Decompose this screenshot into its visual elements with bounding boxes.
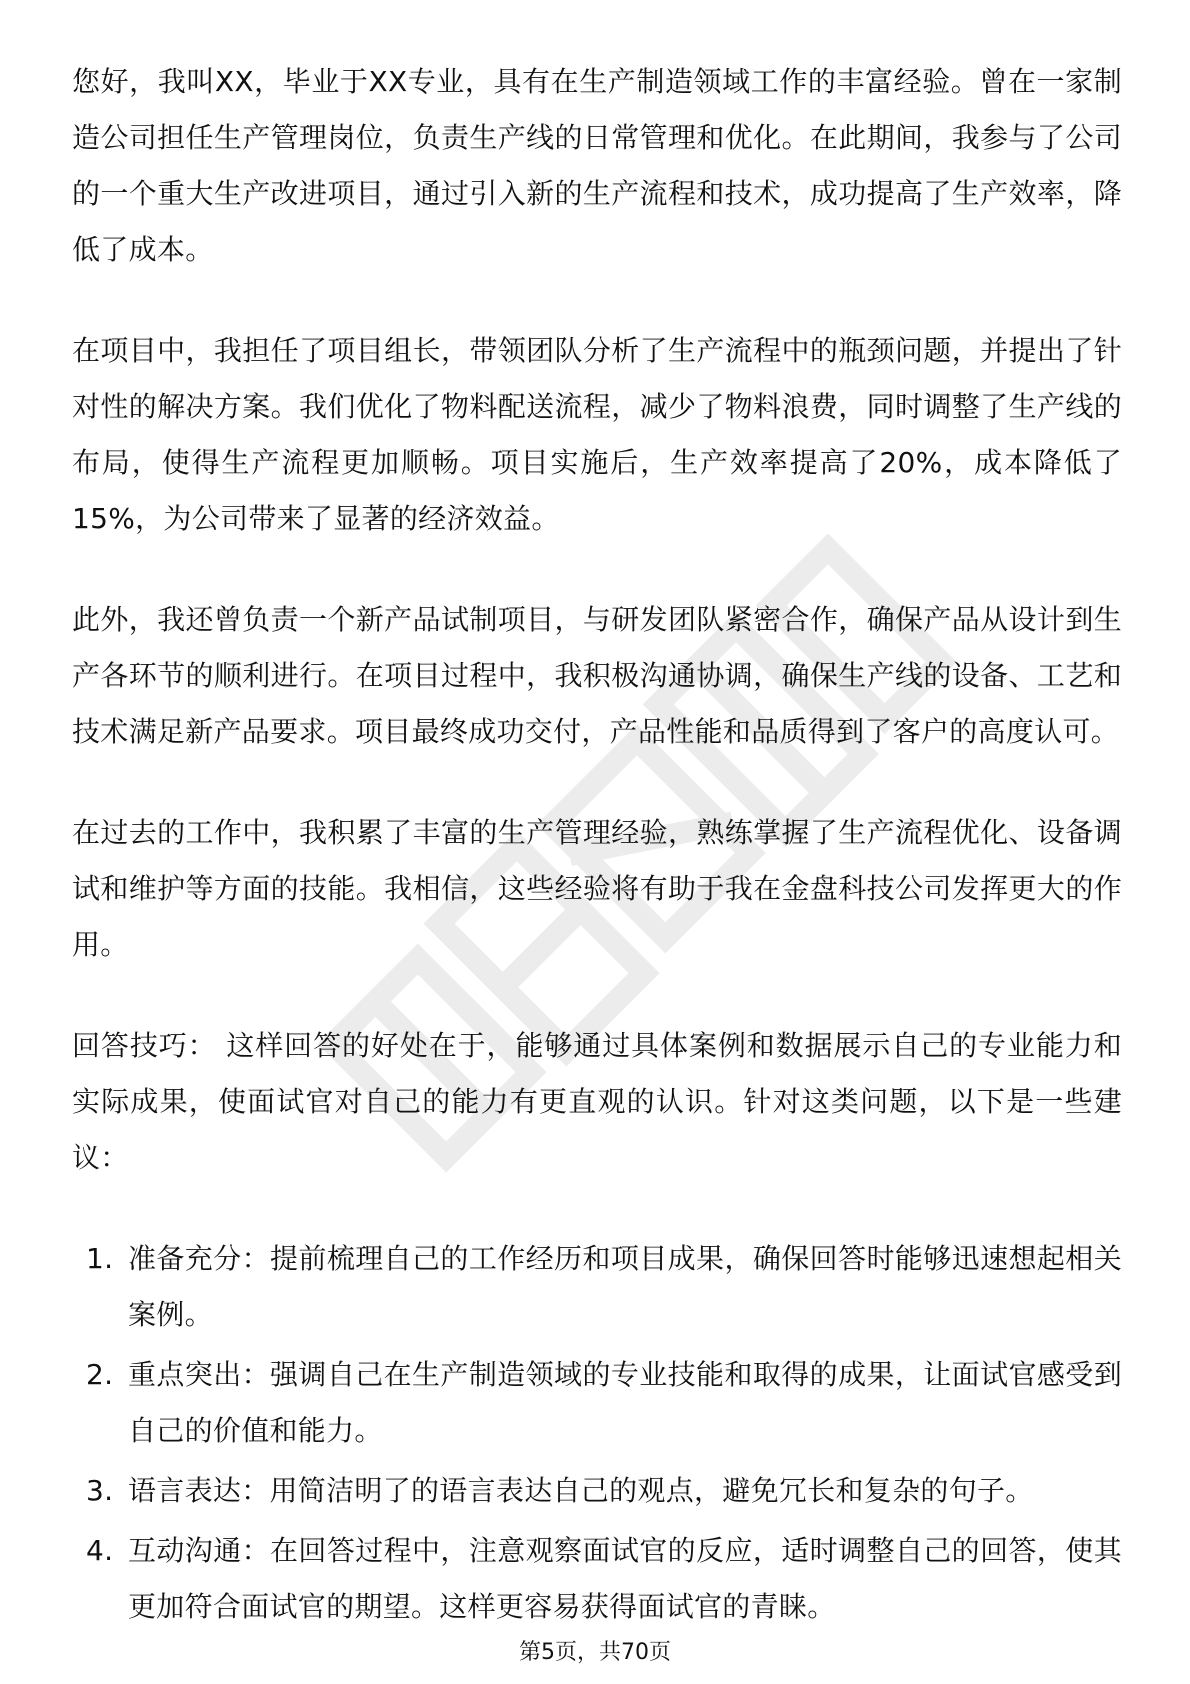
list-item-number: 2.	[86, 1358, 114, 1391]
paragraph-new-product: 此外，我还曾负责一个新产品试制项目，与研发团队紧密合作，确保产品从设计到生产各环节的顺利进行。在项目过程中，我积极沟通协调，确保生产线的设备、工艺和技术满足新产品要求。项目最终成功交付，产品性能和品质得到了客户的高度认可。	[72, 603, 1122, 748]
list-item	[72, 1463, 1122, 1519]
list-item	[72, 1231, 1122, 1343]
list-item-number: 4.	[86, 1534, 114, 1567]
page-number-footer: 第5页，共70页	[519, 1640, 671, 1665]
paragraph-project-lead: 在项目中，我担任了项目组长，带领团队分析了生产流程中的瓶颈问题，并提出了针对性的解决方案。我们优化了物料配送流程，减少了物料浪费，同时调整了生产线的布局，使得生产流程更加顺畅。项目实施后，生产效率提高了20%，成本降低了15%，为公司带来了显著的经济效益。	[72, 334, 1122, 535]
list-item-text: 互动沟通：在回答过程中，注意观察面试官的反应，适时调整自己的回答，使其更加符合面试官的期望。这样更容易获得面试官的青睐。	[128, 1534, 1122, 1623]
list-item	[72, 1347, 1122, 1459]
paragraph-experience-summary: 在过去的工作中，我积累了丰富的生产管理经验，熟练掌握了生产流程优化、设备调试和维护等方面的技能。我相信，这些经验将有助于我在金盘科技公司发挥更大的作用。	[72, 816, 1122, 961]
list-item-number: 1.	[86, 1242, 114, 1275]
list-item-text: 准备充分：提前梳理自己的工作经历和项目成果，确保回答时能够迅速想起相关案例。	[128, 1242, 1122, 1331]
list-item-text: 重点突出：强调自己在生产制造领域的专业技能和取得的成果，让面试官感受到自己的价值和能力。	[128, 1358, 1122, 1447]
list-item-number: 3.	[86, 1474, 114, 1507]
list-item	[72, 1523, 1122, 1635]
document-content	[72, 54, 1122, 1639]
list-item-text: 语言表达：用简洁明了的语言表达自己的观点，避免冗长和复杂的句子。	[128, 1474, 1034, 1507]
paragraph-answer-tips: 回答技巧： 这样回答的好处在于，能够通过具体案例和数据展示自己的专业能力和实际成果，使面试官对自己的能力有更直观的认识。针对这类问题，以下是一些建议：	[72, 1029, 1122, 1174]
paragraph-intro: 您好，我叫XX，毕业于XX专业，具有在生产制造领域工作的丰富经验。曾在一家制造公司担任生产管理岗位，负责生产线的日常管理和优化。在此期间，我参与了公司的一个重大生产改进项目，通过引入新的生产流程和技术，成功提高了生产效率，降低了成本。	[72, 65, 1122, 266]
tips-list	[72, 1231, 1122, 1635]
